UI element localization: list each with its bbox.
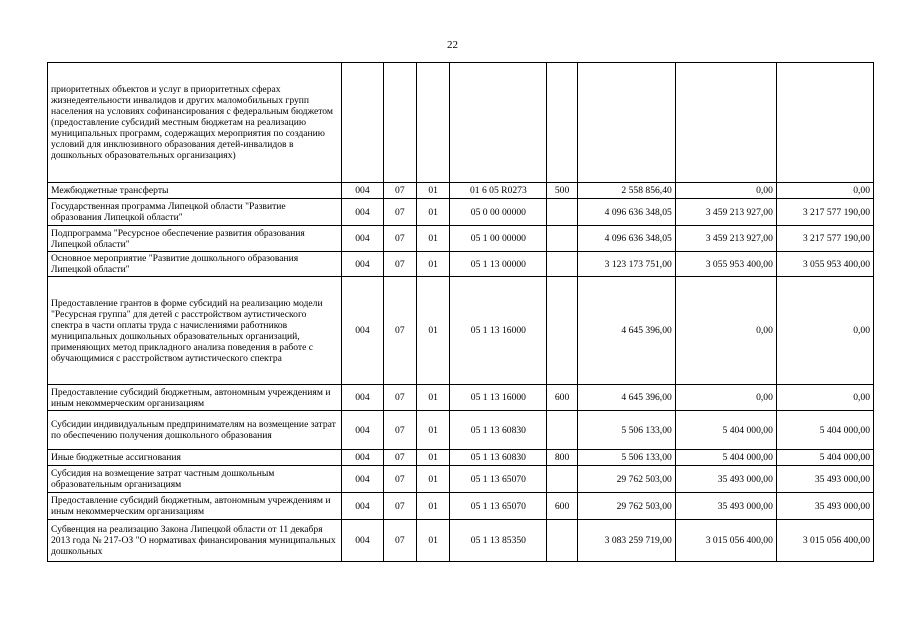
cell-amount-year-2: 35 493 000,00 [675,466,776,493]
cell-amount-year-1 [577,63,675,183]
cell-section: 07 [383,385,416,411]
cell-amount-year-2: 5 404 000,00 [675,411,776,450]
budget-table [47,62,874,562]
cell-subsection: 01 [417,252,450,277]
table-row [48,183,874,199]
cell-amount-year-1: 4 645 396,00 [577,277,675,385]
cell-amount-year-1: 3 123 173 751,00 [577,252,675,277]
cell-section [383,63,416,183]
cell-amount-year-1: 4 645 396,00 [577,385,675,411]
cell-amount-year-3: 35 493 000,00 [776,493,873,520]
cell-amount-year-3: 3 217 577 190,00 [776,199,873,226]
cell-amount-year-3: 5 404 000,00 [776,411,873,450]
cell-admin-code: 004 [342,183,383,199]
cell-subsection: 01 [417,493,450,520]
cell-target-article: 05 1 13 65070 [450,466,547,493]
cell-name: Предоставление субсидий бюджетным, автономным учреждениям и иным некоммерческим организациям [48,493,342,520]
cell-name: Предоставление субсидий бюджетным, автономным учреждениям и иным некоммерческим организациям [48,385,342,411]
table-row [48,252,874,277]
cell-expense-type [547,252,577,277]
cell-target-article: 01 6 05 R0273 [450,183,547,199]
cell-name: Государственная программа Липецкой области "Развитие образования Липецкой области" [48,199,342,226]
cell-amount-year-2 [675,63,776,183]
cell-admin-code: 004 [342,411,383,450]
table-row [48,411,874,450]
cell-target-article: 05 1 00 00000 [450,226,547,252]
cell-amount-year-2: 35 493 000,00 [675,493,776,520]
cell-amount-year-1: 29 762 503,00 [577,493,675,520]
cell-admin-code: 004 [342,520,383,562]
cell-name: Предоставление грантов в форме субсидий на реализацию модели "Ресурсная группа" для детей с расстройством аутистического спектра в части оплаты труда с начислениями работников муниципальных дошкольных образовательных организаций, применяющих метод прикладного анализа поведения в работе с обучающимися с расстройством аутистического спектра [48,277,342,385]
cell-subsection: 01 [417,277,450,385]
cell-amount-year-1: 2 558 856,40 [577,183,675,199]
cell-name: Субсидии индивидуальным предпринимателям на возмещение затрат по обеспечению получения дошкольного образования [48,411,342,450]
table-row [48,226,874,252]
cell-amount-year-3: 3 015 056 400,00 [776,520,873,562]
cell-expense-type: 600 [547,493,577,520]
cell-admin-code: 004 [342,277,383,385]
cell-amount-year-3: 0,00 [776,385,873,411]
cell-section: 07 [383,520,416,562]
cell-expense-type: 600 [547,385,577,411]
cell-expense-type [547,277,577,385]
cell-name: Подпрограмма "Ресурсное обеспечение развития образования Липецкой области" [48,226,342,252]
cell-name: приоритетных объектов и услуг в приоритетных сферах жизнедеятельности инвалидов и других маломобильных групп населения на условиях софинансирования с федеральным бюджетом (предоставление субсидий местным бюджетам на реализацию муниципальных программ, содержащих мероприятия по созданию условий для инклюзивного образования детей-инвалидов в дошкольных образовательных организациях) [48,63,342,183]
cell-amount-year-3: 3 055 953 400,00 [776,252,873,277]
cell-admin-code: 004 [342,226,383,252]
table-row [48,450,874,466]
cell-admin-code: 004 [342,252,383,277]
cell-amount-year-3 [776,63,873,183]
table-row [48,63,874,183]
cell-subsection: 01 [417,226,450,252]
cell-admin-code: 004 [342,199,383,226]
cell-amount-year-2: 3 459 213 927,00 [675,199,776,226]
cell-target-article: 05 1 13 60830 [450,411,547,450]
cell-amount-year-2: 3 015 056 400,00 [675,520,776,562]
cell-amount-year-3: 5 404 000,00 [776,450,873,466]
cell-admin-code: 004 [342,385,383,411]
cell-amount-year-3: 35 493 000,00 [776,466,873,493]
cell-section: 07 [383,450,416,466]
table-row [48,493,874,520]
cell-target-article: 05 1 13 16000 [450,385,547,411]
cell-admin-code [342,63,383,183]
cell-expense-type [547,199,577,226]
table-row [48,466,874,493]
cell-target-article: 05 0 00 00000 [450,199,547,226]
cell-target-article [450,63,547,183]
cell-amount-year-3: 3 217 577 190,00 [776,226,873,252]
cell-expense-type [547,520,577,562]
cell-subsection: 01 [417,466,450,493]
cell-section: 07 [383,493,416,520]
table-row [48,199,874,226]
cell-amount-year-2: 3 055 953 400,00 [675,252,776,277]
cell-name: Основное мероприятие "Развитие дошкольного образования Липецкой области" [48,252,342,277]
cell-amount-year-1: 5 506 133,00 [577,450,675,466]
cell-amount-year-2: 3 459 213 927,00 [675,226,776,252]
cell-admin-code: 004 [342,493,383,520]
cell-subsection: 01 [417,411,450,450]
cell-target-article: 05 1 13 00000 [450,252,547,277]
cell-amount-year-1: 3 083 259 719,00 [577,520,675,562]
table-row [48,385,874,411]
cell-amount-year-2: 0,00 [675,183,776,199]
cell-amount-year-1: 4 096 636 348,05 [577,199,675,226]
cell-admin-code: 004 [342,466,383,493]
cell-section: 07 [383,466,416,493]
cell-expense-type: 800 [547,450,577,466]
cell-subsection: 01 [417,199,450,226]
cell-amount-year-3: 0,00 [776,277,873,385]
cell-name: Иные бюджетные ассигнования [48,450,342,466]
cell-target-article: 05 1 13 85350 [450,520,547,562]
cell-subsection: 01 [417,183,450,199]
cell-amount-year-1: 5 506 133,00 [577,411,675,450]
cell-section: 07 [383,183,416,199]
cell-section: 07 [383,277,416,385]
cell-name: Субсидия на возмещение затрат частным дошкольным образовательным организациям [48,466,342,493]
cell-expense-type: 500 [547,183,577,199]
table-row [48,277,874,385]
cell-subsection: 01 [417,450,450,466]
cell-amount-year-1: 4 096 636 348,05 [577,226,675,252]
cell-amount-year-2: 5 404 000,00 [675,450,776,466]
cell-expense-type [547,226,577,252]
cell-expense-type [547,466,577,493]
cell-amount-year-3: 0,00 [776,183,873,199]
cell-amount-year-1: 29 762 503,00 [577,466,675,493]
cell-expense-type [547,411,577,450]
page-number: 22 [447,39,458,51]
cell-section: 07 [383,199,416,226]
cell-subsection: 01 [417,385,450,411]
cell-section: 07 [383,226,416,252]
cell-subsection [417,63,450,183]
cell-amount-year-2: 0,00 [675,277,776,385]
cell-expense-type [547,63,577,183]
cell-target-article: 05 1 13 65070 [450,493,547,520]
cell-target-article: 05 1 13 16000 [450,277,547,385]
cell-section: 07 [383,252,416,277]
cell-target-article: 05 1 13 60830 [450,450,547,466]
cell-amount-year-2: 0,00 [675,385,776,411]
cell-admin-code: 004 [342,450,383,466]
cell-name: Межбюджетные трансферты [48,183,342,199]
cell-name: Субвенция на реализацию Закона Липецкой области от 11 декабря 2013 года № 217-ОЗ "О нормативах финансирования муниципальных дошкольных [48,520,342,562]
cell-subsection: 01 [417,520,450,562]
table-row [48,520,874,562]
cell-section: 07 [383,411,416,450]
